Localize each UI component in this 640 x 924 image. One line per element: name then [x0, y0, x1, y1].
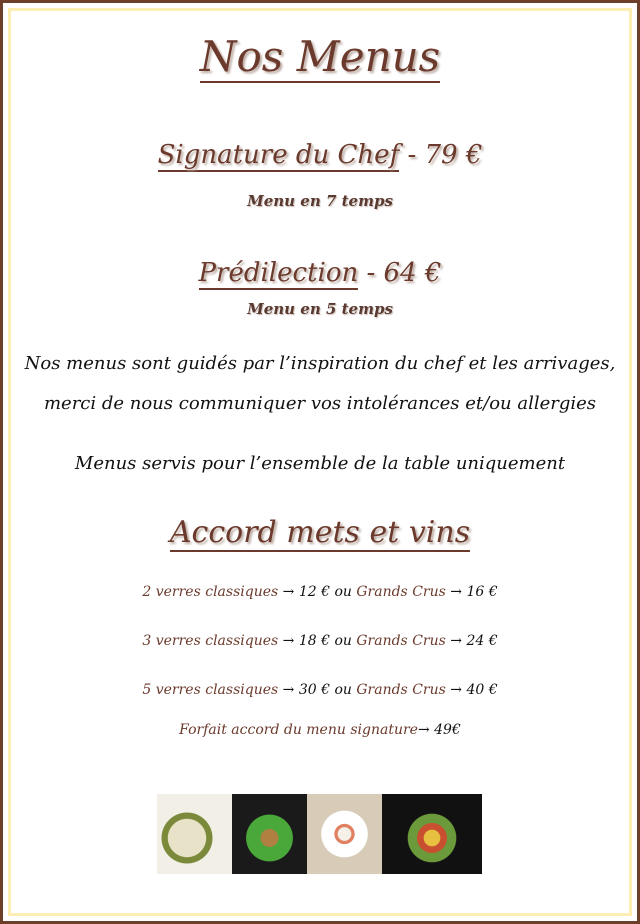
pairing-row: [0, 633, 640, 649]
grand-price: → 40 €: [445, 682, 498, 698]
menu-predilection-courses: Menu en 5 temps: [247, 300, 393, 318]
pairing-row: [0, 682, 640, 698]
grand-label: Grands Crus: [356, 633, 446, 649]
note-line: Menus servis pour l’ensemble de la table uniquement: [74, 453, 566, 474]
pairing-forfait: [0, 722, 640, 738]
dish-photo-white-plate: [307, 794, 382, 874]
dish-photo-asparagus: [157, 794, 232, 874]
dish-photos: [157, 794, 482, 874]
grand-label: Grands Crus: [356, 682, 446, 698]
classic-label: 5 verres classiques: [142, 682, 279, 698]
menu-price: - 64 €: [358, 258, 442, 288]
pairing-title: Accord mets et vins: [169, 515, 471, 550]
grand-label: Grands Crus: [356, 584, 446, 600]
forfait-price: → 49€: [417, 722, 461, 738]
page-title: [0, 32, 640, 81]
classic-label: 3 verres classiques: [142, 633, 279, 649]
classic-price: → 18 € ou: [278, 633, 357, 649]
grand-price: → 24 €: [445, 633, 498, 649]
dish-photo-green-plate: [232, 794, 307, 874]
pairing-heading: [0, 515, 640, 550]
title-text: Nos Menus: [199, 32, 441, 81]
note-line: merci de nous communiquer vos intolérances et/ou allergies: [43, 393, 597, 414]
classic-price: → 30 € ou: [278, 682, 357, 698]
dish-photo-colorful: [382, 794, 482, 874]
menu-signature-heading: [0, 140, 640, 170]
forfait-label: Forfait accord du menu signature: [179, 722, 418, 738]
pairing-row: [0, 584, 640, 600]
menu-price: - 79 €: [399, 140, 483, 170]
grand-price: → 16 €: [445, 584, 498, 600]
note-line: Nos menus sont guidés par l’inspiration du chef et les arrivages,: [24, 353, 616, 374]
menu-name: Signature du Chef: [157, 140, 400, 170]
menu-name: Prédilection: [198, 258, 359, 288]
classic-price: → 12 € ou: [278, 584, 357, 600]
menu-predilection-heading: [0, 258, 640, 288]
classic-label: 2 verres classiques: [142, 584, 279, 600]
menu-signature-courses: Menu en 7 temps: [247, 192, 393, 210]
